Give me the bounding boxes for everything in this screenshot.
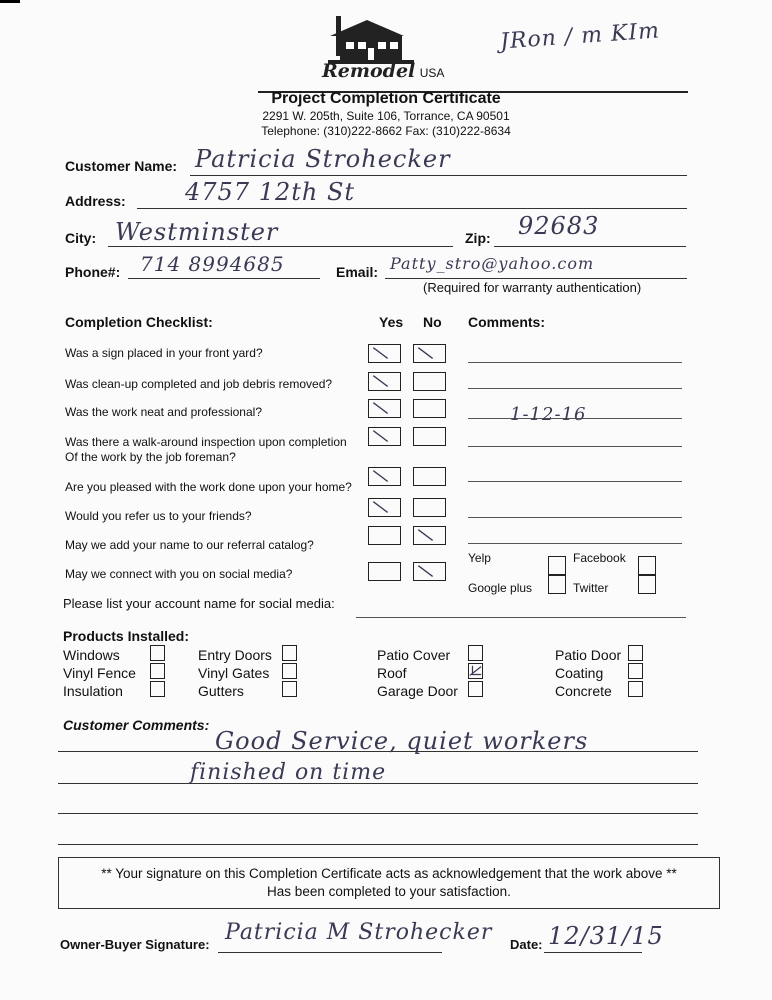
gutters-checkbox[interactable] xyxy=(282,681,297,697)
product-roof: Roof xyxy=(377,665,407,681)
zip-label: Zip: xyxy=(465,230,491,246)
question-4: Was there a walk-around inspection upon completion xyxy=(65,435,347,449)
products-column-4 xyxy=(555,646,621,700)
product-windows: Windows xyxy=(63,647,120,663)
vinyl-fence-checkbox[interactable] xyxy=(150,663,165,679)
q4-comment-line xyxy=(468,446,682,447)
windows-checkbox[interactable] xyxy=(150,645,165,661)
checkmark-icon xyxy=(369,373,400,390)
logo-wordmark: Remodel USA xyxy=(322,60,445,82)
q7-yes-checkbox[interactable] xyxy=(368,526,401,545)
product-vinyl-gates: Vinyl Gates xyxy=(198,665,270,681)
products-column-3 xyxy=(377,646,458,700)
phone-label: Phone#: xyxy=(65,264,121,280)
customer-comment-line-1[interactable]: Good Service, quiet workers xyxy=(215,727,589,755)
product-vinyl-fence: Vinyl Fence xyxy=(63,665,136,681)
q5-comment-line xyxy=(468,481,682,482)
q1-yes-checkbox[interactable] xyxy=(368,344,401,363)
checklist-heading: Completion Checklist: xyxy=(65,314,213,330)
q3-no-checkbox[interactable] xyxy=(413,399,446,418)
roof-checkbox[interactable] xyxy=(468,663,483,679)
patio-cover-checkbox[interactable] xyxy=(468,645,483,661)
social-account-prompt: Please list your account name for social media: xyxy=(63,596,335,611)
product-gutters: Gutters xyxy=(198,683,244,699)
email-value[interactable]: Patty_stro@yahoo.com xyxy=(390,254,595,273)
q2-yes-checkbox[interactable] xyxy=(368,372,401,391)
city-value[interactable]: Westminster xyxy=(115,218,279,246)
social-google-plus-label: Google plus xyxy=(468,581,533,595)
top-left-scan-mark xyxy=(0,0,20,3)
customer-name-line xyxy=(190,175,687,176)
comments-column-label: Comments: xyxy=(468,314,546,330)
social-google-plus-checkbox[interactable] xyxy=(548,574,566,594)
insulation-checkbox[interactable] xyxy=(150,681,165,697)
question-4-continued: Of the work by the job foreman? xyxy=(65,450,236,464)
checkmark-icon xyxy=(414,563,445,580)
coating-checkbox[interactable] xyxy=(628,663,643,679)
city-label: City: xyxy=(65,230,97,246)
address-value[interactable]: 4757 12th St xyxy=(185,178,356,206)
q8-no-checkbox[interactable] xyxy=(413,562,446,581)
question-8: May we connect with you on social media? xyxy=(65,567,293,581)
q2-no-checkbox[interactable] xyxy=(413,372,446,391)
social-facebook-checkbox[interactable] xyxy=(638,556,656,576)
q2-comment-line xyxy=(468,388,682,389)
date-line xyxy=(544,952,642,953)
signature-value[interactable]: Patricia M Strohecker xyxy=(225,920,493,945)
page-title: Project Completion Certificate xyxy=(271,90,501,107)
customer-comments-heading: Customer Comments: xyxy=(63,717,210,733)
email-note: (Required for warranty authentication) xyxy=(423,280,642,295)
company-address: 2291 W. 205th, Suite 106, Torrance, CA 90501 xyxy=(262,109,510,123)
zip-value[interactable]: 92683 xyxy=(518,212,600,240)
product-entry-doors: Entry Doors xyxy=(198,647,272,663)
patio-door-checkbox[interactable] xyxy=(628,645,643,661)
checkmark-icon xyxy=(369,345,400,362)
checkmark-icon xyxy=(469,664,482,678)
question-6: Would you refer us to your friends? xyxy=(65,509,252,523)
product-concrete: Concrete xyxy=(555,683,612,699)
q1-comment-line xyxy=(468,362,682,363)
date-value[interactable]: 12/31/15 xyxy=(548,922,664,950)
products-column-1 xyxy=(63,646,136,700)
acknowledgement-box xyxy=(58,857,720,909)
product-garage-door: Garage Door xyxy=(377,683,458,699)
q4-no-checkbox[interactable] xyxy=(413,427,446,446)
question-1: Was a sign placed in your front yard? xyxy=(65,346,263,360)
company-phone: Telephone: (310)222-8662 Fax: (310)222-8634 xyxy=(261,124,511,138)
comment-line-3 xyxy=(58,813,698,814)
product-patio-door: Patio Door xyxy=(555,647,622,663)
social-yelp-label: Yelp xyxy=(468,551,491,565)
email-line xyxy=(385,278,687,279)
checkmark-icon xyxy=(414,345,445,362)
products-column-2 xyxy=(198,646,272,700)
address-label: Address: xyxy=(65,193,126,209)
checkmark-icon xyxy=(369,468,400,485)
vinyl-gates-checkbox[interactable] xyxy=(282,663,297,679)
product-coating: Coating xyxy=(555,665,604,681)
address-line xyxy=(137,208,687,209)
entry-doors-checkbox[interactable] xyxy=(282,645,297,661)
signature-line xyxy=(218,952,442,953)
customer-name-value[interactable]: Patricia Strohecker xyxy=(195,145,451,173)
acknowledgement-line-1: ** Your signature on this Completion Certificate acts as acknowledgement that the work above ** xyxy=(101,866,677,881)
q3-comment-value[interactable]: 1-12-16 xyxy=(510,404,587,425)
customer-comment-line-2[interactable]: finished on time xyxy=(190,760,387,785)
q1-no-checkbox[interactable] xyxy=(413,344,446,363)
customer-name-label: Customer Name: xyxy=(65,158,178,174)
social-twitter-label: Twitter xyxy=(573,581,609,595)
checkmark-icon xyxy=(369,499,400,516)
company-logo xyxy=(322,12,445,90)
social-twitter-checkbox[interactable] xyxy=(638,574,656,594)
q5-no-checkbox[interactable] xyxy=(413,467,446,486)
question-5: Are you pleased with the work done upon your home? xyxy=(65,480,352,494)
email-label: Email: xyxy=(336,264,379,280)
social-facebook-label: Facebook xyxy=(573,551,626,565)
social-account-line xyxy=(356,617,686,618)
q6-comment-line xyxy=(468,517,682,518)
phone-line xyxy=(128,278,320,279)
date-label: Date: xyxy=(510,937,543,952)
q7-no-checkbox[interactable] xyxy=(413,526,446,545)
acknowledgement-line-2: Has been completed to your satisfaction. xyxy=(267,884,511,899)
phone-value[interactable]: 714 8994685 xyxy=(140,252,285,276)
q6-no-checkbox[interactable] xyxy=(413,498,446,517)
no-column-label: No xyxy=(423,314,442,330)
q8-yes-checkbox[interactable] xyxy=(368,562,401,581)
q7-comment-line xyxy=(468,543,682,544)
garage-door-checkbox[interactable] xyxy=(468,681,483,697)
social-yelp-checkbox[interactable] xyxy=(548,556,566,576)
checkmark-icon xyxy=(414,527,445,544)
signature-label: Owner-Buyer Signature: xyxy=(60,937,210,952)
product-insulation: Insulation xyxy=(63,683,123,699)
question-2: Was clean-up completed and job debris removed? xyxy=(65,377,333,391)
question-7: May we add your name to our referral catalog? xyxy=(65,538,314,552)
q3-yes-checkbox[interactable] xyxy=(368,399,401,418)
checkmark-icon xyxy=(369,400,400,417)
concrete-checkbox[interactable] xyxy=(628,681,643,697)
products-heading: Products Installed: xyxy=(63,628,190,644)
q4-yes-checkbox[interactable] xyxy=(368,427,401,446)
top-right-handwritten-note: JRon / m KIm xyxy=(499,18,661,55)
zip-line xyxy=(494,246,686,247)
q5-yes-checkbox[interactable] xyxy=(368,467,401,486)
yes-column-label: Yes xyxy=(379,314,404,330)
q6-yes-checkbox[interactable] xyxy=(368,498,401,517)
question-3: Was the work neat and professional? xyxy=(65,405,262,419)
product-patio-cover: Patio Cover xyxy=(377,647,451,663)
checkmark-icon xyxy=(369,428,400,445)
comment-line-4 xyxy=(58,844,698,845)
city-line xyxy=(108,246,453,247)
